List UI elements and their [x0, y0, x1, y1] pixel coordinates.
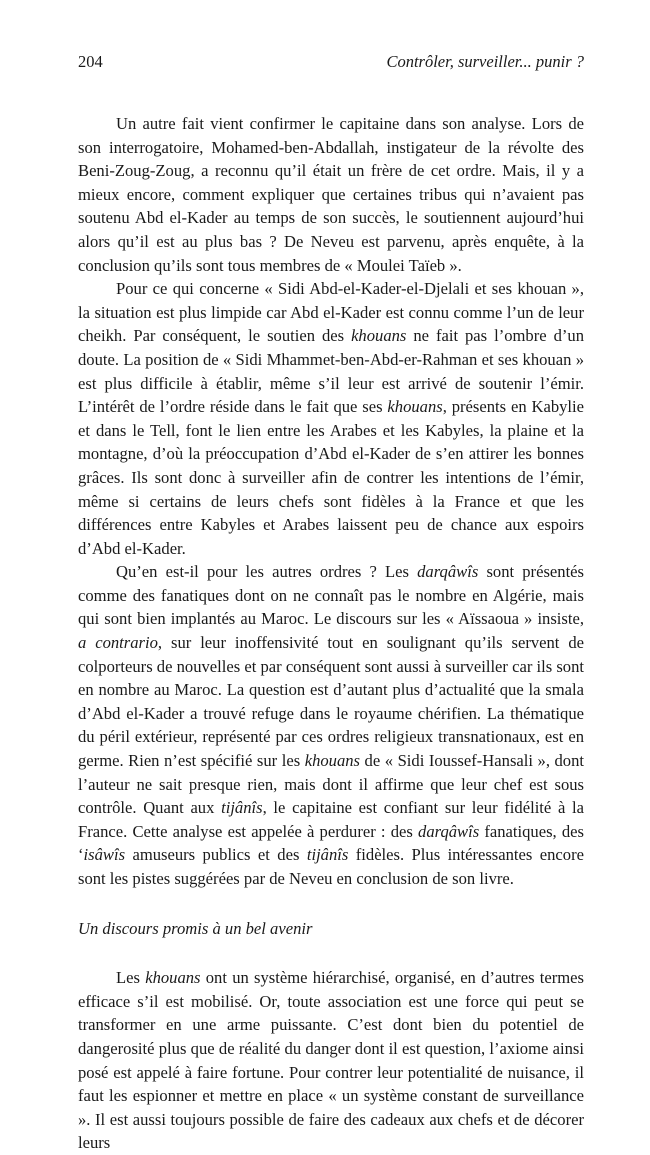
italic-term: isâwîs — [83, 845, 126, 865]
paragraph-1 — [78, 112, 584, 277]
section-heading: Un discours promis à un bel avenir — [78, 918, 313, 938]
text-run: fanatiques, des ‘ — [78, 821, 584, 865]
italic-term: darqâwîs — [418, 821, 480, 841]
italic-term: khouans — [145, 968, 201, 988]
italic-term: khouans — [304, 751, 361, 771]
text-run: de « Sidi Ioussef-Hansali », dont l’auteur ne sait presque rien, mais dont il affirme que leur chef est sous contrôle. Quant aux — [78, 751, 584, 818]
running-header — [78, 52, 584, 72]
paragraph-4 — [78, 966, 584, 1155]
italic-term: tijânîs — [306, 845, 349, 865]
paragraph-2 — [78, 277, 584, 560]
text-run: Les — [116, 968, 146, 988]
text-run: amuseurs publics et des — [125, 845, 307, 865]
italic-term: khouans — [387, 397, 443, 417]
running-title: Contrôler, surveiller... punir ? — [386, 52, 584, 71]
text-run: ne fait pas l’ombre d’un doute. La position de « Sidi Mhammet-ben-Abd-er-Rahman et ses khouan » est plus difficile à établir, même s’il leur est arrivé de soutenir l’émir. L’intérêt de l’ordre réside dans le fait que ses — [78, 326, 584, 417]
page-body — [78, 112, 584, 1155]
text-run: , présents en Kabylie et dans le Tell, font le lien entre les Arabes et les Kabyles, la plaine et la montagne, d’où la préoccupation d’Abd el-Kader de s’en attirer les bonnes grâces. Ils sont donc à surveiller afin de contrer les intentions de l’émir, même si certains de leurs chefs sont fidèles à la France et que les différences entre Kabyles et Arabes laissent peu de chance aux espoirs d’Abd el-Kader. — [78, 397, 584, 558]
page-number: 204 — [78, 52, 103, 71]
text-run: fidèles. Plus intéressantes encore sont les pistes suggérées par de Neveu en conclusion de son livre. — [78, 845, 584, 888]
text-run: , le capitaine est confiant sur leur fidélité à la France. Cette analyse est appelée à perdurer : des — [78, 798, 584, 841]
italic-term: tijânîs — [221, 798, 263, 818]
italic-term: a contrario — [78, 633, 158, 653]
text-run: Un autre fait vient confirmer le capitaine dans son analyse. Lors de son interrogatoire, Mohamed-ben-Abdallah, instigateur de la révolte des Beni-Zoug-Zoug, a reconnu qu’il était un frère de cet ordre. Mais, il y a mieux encore, comment expliquer que certaines tribus qui n’avaient pas soutenu Abd el-Kader au temps de son succès, le soutiennent aujourd’hui alors qu’il est au plus bas ? De Neveu est parvenu, après enquête, à la conclusion qu’ils sont tous membres de « Moulei Taïeb ». — [78, 114, 584, 275]
paragraph-3 — [78, 560, 584, 890]
text-run: Qu’en est-il pour les autres ordres ? Les — [116, 562, 418, 582]
text-run: , sur leur inoffensivité tout en soulignant qu’ils servent de colporteurs de nouvelles et par conséquent sont aussi à surveiller car ils sont en nombre au Maroc. La question est d’autant plus d’actualité que la smala d’Abd el-Kader a trouvé refuge dans le royaume chérifien. La thématique du péril extérieur, représenté par ces ordres religieux transnationaux, est en germe. Rien n’est spécifié sur les — [78, 633, 585, 771]
text-run: ont un système hiérarchisé, organisé, en d’autres termes efficace s’il est mobilisé. Or, toute association est une force qui peut se transformer en une arme puissante. C’est dont bien du potentiel de dangerosité plus que de réalité du danger dont il est question, l’axiome ainsi posé est appelé à faire fortune. Pour contrer leur potentialité de nuisance, il faut les espionner et mettre en place « un système constant de surveillance ». Il est aussi toujours possible de faire des cadeaux aux chefs et de décorer leurs — [78, 968, 585, 1153]
text-run: Pour ce qui concerne « Sidi Abd-el-Kader-el-Djelali et ses khouan », la situation est plus limpide car Abd el-Kader est connu comme l’un de leur cheikh. Par conséquent, le soutien des — [78, 279, 584, 346]
italic-term: khouans — [351, 326, 407, 346]
text-run: sont présentés comme des fanatiques dont on ne connaît pas le nombre en Algérie, mais qui sont bien implantés au Maroc. Le discours sur les « Aïssaoua » insiste, — [78, 562, 584, 629]
italic-term: darqâwîs — [417, 562, 479, 582]
